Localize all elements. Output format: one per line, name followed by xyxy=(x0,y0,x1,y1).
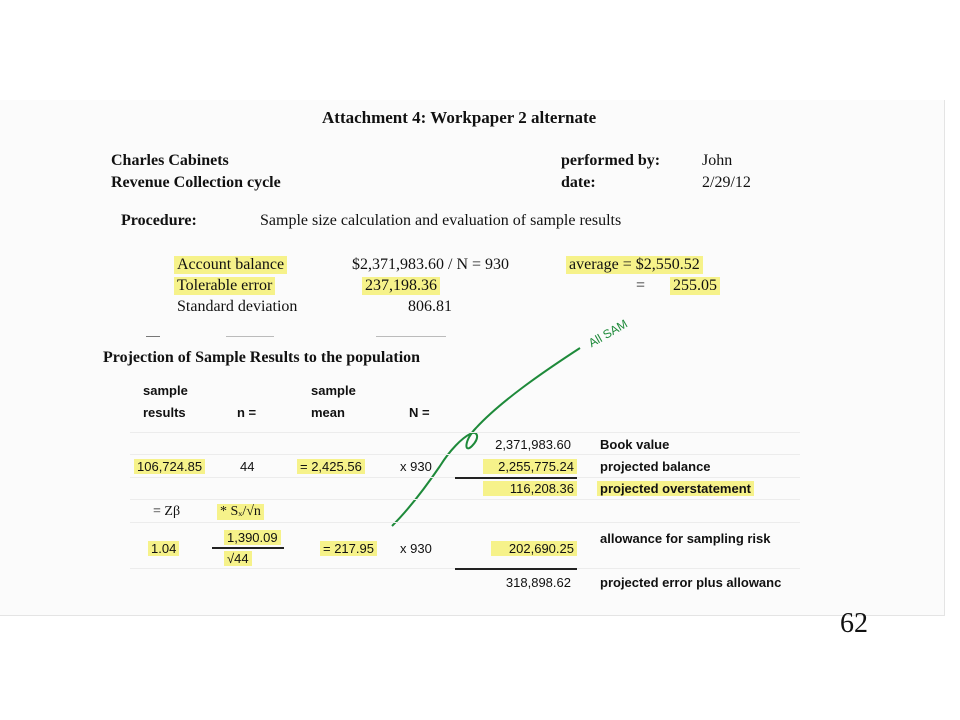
allowance-times-N: x 930 xyxy=(400,541,432,556)
procedure-text: Sample size calculation and evaluation of sample results xyxy=(260,212,622,229)
performed-by-label: performed by: xyxy=(561,152,661,169)
projected-balance-label: projected balance xyxy=(600,459,711,474)
company-name: Charles Cabinets xyxy=(111,152,229,169)
col-header-sample: sample xyxy=(143,383,188,398)
n-value: 44 xyxy=(240,459,255,474)
handwritten-note: All SAM xyxy=(586,316,630,351)
sample-results-value: 106,724.85 xyxy=(134,459,205,474)
document-title: Attachment 4: Workpaper 2 alternate xyxy=(322,108,597,127)
grid-line xyxy=(130,432,800,433)
procedure-label: Procedure: xyxy=(121,212,197,229)
allowance-label: allowance for sampling risk xyxy=(600,531,771,546)
col-header-n: n = xyxy=(237,405,257,420)
book-value: 2,371,983.60 xyxy=(495,437,571,452)
grid-line xyxy=(130,499,800,500)
projected-overstatement-label: projected overstatement xyxy=(597,481,754,496)
average-value: average = $2,550.52 xyxy=(566,256,703,274)
fraction-denominator: √44 xyxy=(224,551,252,566)
col-header-mean: mean xyxy=(311,405,345,420)
z-beta-label: = Zβ xyxy=(153,504,181,519)
allowance-mean: = 217.95 xyxy=(320,541,377,556)
date-label: date: xyxy=(561,174,596,191)
subtotal-rule xyxy=(455,477,577,479)
date-value: 2/29/12 xyxy=(702,174,751,191)
scan-artifact xyxy=(226,336,274,337)
tolerable-avg: 255.05 xyxy=(670,277,720,295)
col-header-N: N = xyxy=(409,405,430,420)
col-header-results: results xyxy=(143,405,186,420)
std-dev-value: 806.81 xyxy=(408,298,452,315)
projection-title: Projection of Sample Results to the population xyxy=(103,349,421,366)
tolerable-eq: = xyxy=(636,277,646,294)
col-header-sample-2: sample xyxy=(311,383,356,398)
projected-overstatement-value: 116,208.36 xyxy=(483,481,577,496)
page-number: 62 xyxy=(840,608,868,639)
mean-value: = 2,425.56 xyxy=(297,459,365,474)
account-balance-calc: $2,371,983.60 / N = 930 xyxy=(352,256,510,273)
total-value: 318,898.62 xyxy=(505,575,571,590)
sx-over-root-n-label: * Sₓ/√n xyxy=(217,504,264,520)
total-label: projected error plus allowanc xyxy=(600,575,782,590)
projected-balance-value: 2,255,775.24 xyxy=(483,459,577,474)
fraction-bar xyxy=(212,547,284,549)
times-N: x 930 xyxy=(400,459,432,474)
grid-line xyxy=(130,454,800,455)
z-value: 1.04 xyxy=(148,541,179,556)
performed-by-value: John xyxy=(702,152,733,169)
allowance-value: 202,690.25 xyxy=(491,541,577,556)
account-balance-label: Account balance xyxy=(174,256,287,274)
grid-line xyxy=(130,522,800,523)
total-rule xyxy=(455,568,577,570)
fraction-numerator: 1,390.09 xyxy=(224,530,281,545)
std-dev-label: Standard deviation xyxy=(177,298,298,315)
cycle-name: Revenue Collection cycle xyxy=(111,174,281,191)
scan-artifact xyxy=(376,336,446,337)
book-value-label: Book value xyxy=(600,437,670,452)
tolerable-error-label: Tolerable error xyxy=(174,277,275,295)
scan-artifact xyxy=(146,336,160,337)
tolerable-error-value: 237,198.36 xyxy=(362,277,440,295)
